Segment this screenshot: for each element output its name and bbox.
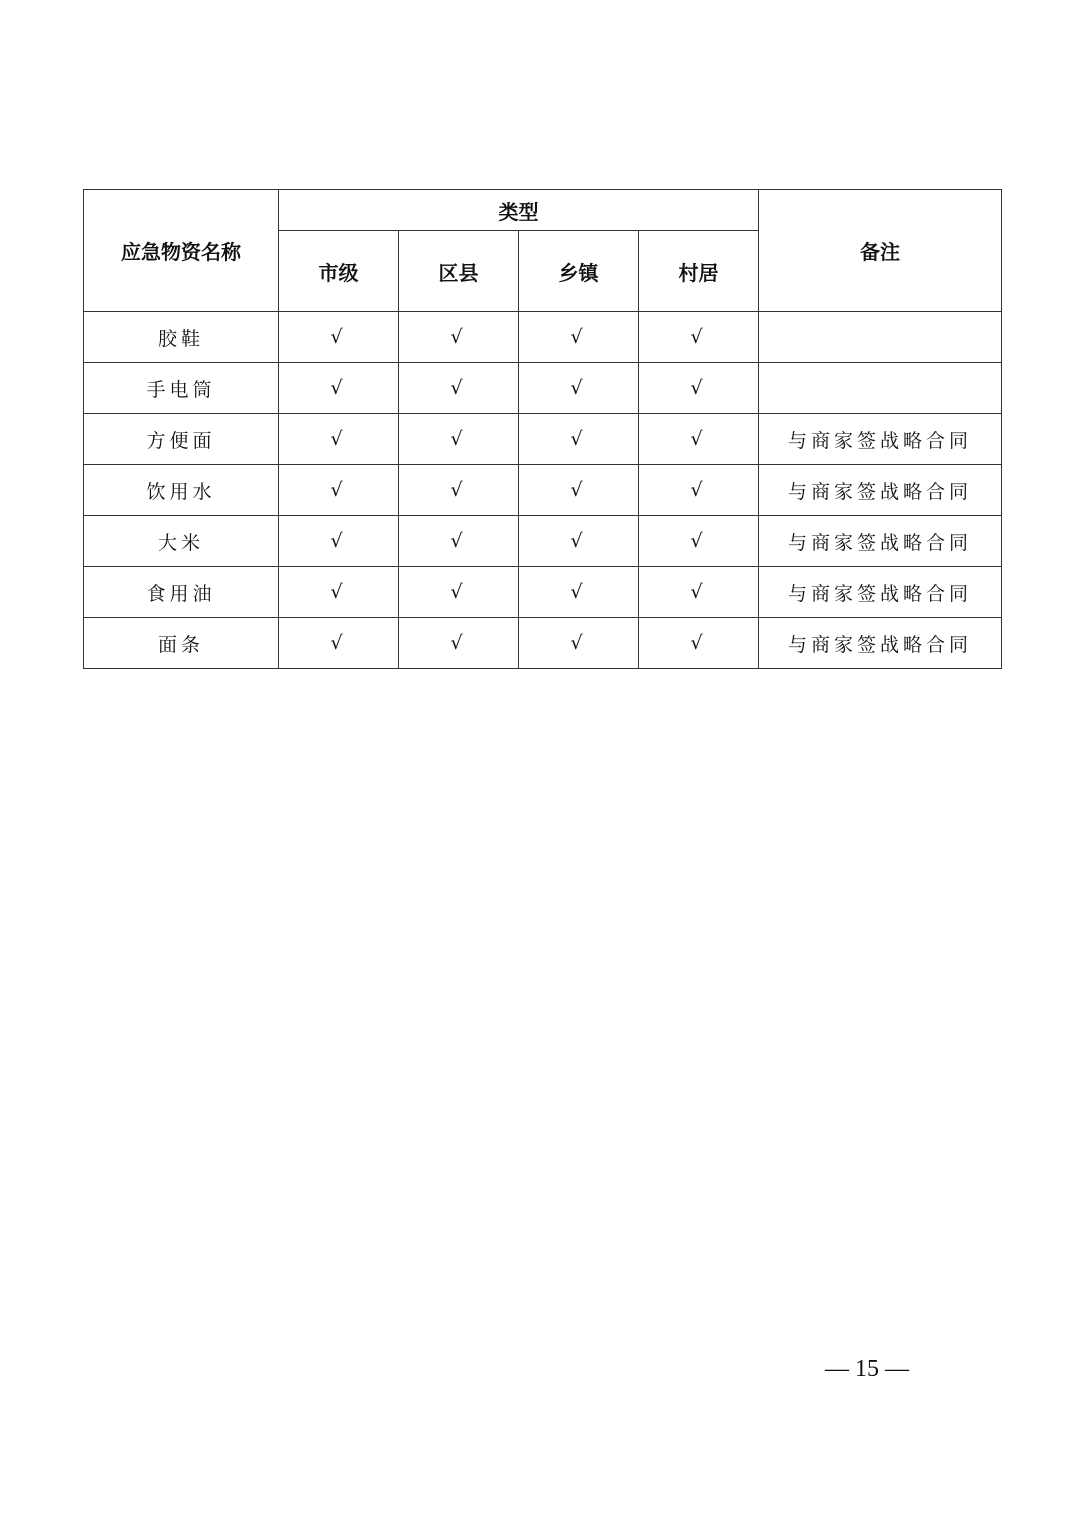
supply-name-cell: 面条 xyxy=(84,618,279,669)
header-type-township: 乡镇 xyxy=(519,231,639,312)
header-remarks: 备注 xyxy=(759,190,1002,312)
check-mark-cell: √ xyxy=(519,567,639,618)
check-mark-cell: √ xyxy=(639,516,759,567)
remark-cell: 与商家签战略合同 xyxy=(759,516,1002,567)
table-row xyxy=(84,516,1002,567)
table-row xyxy=(84,618,1002,669)
check-mark-cell: √ xyxy=(399,312,519,363)
check-mark-cell: √ xyxy=(279,465,399,516)
check-mark-cell: √ xyxy=(519,363,639,414)
remark-cell: 与商家签战略合同 xyxy=(759,618,1002,669)
header-supply-name: 应急物资名称 xyxy=(84,190,279,312)
check-mark-cell: √ xyxy=(399,363,519,414)
table-row xyxy=(84,465,1002,516)
header-type-village: 村居 xyxy=(639,231,759,312)
check-mark-cell: √ xyxy=(519,516,639,567)
check-mark-cell: √ xyxy=(639,312,759,363)
remark-cell: 与商家签战略合同 xyxy=(759,414,1002,465)
check-mark-cell: √ xyxy=(399,567,519,618)
check-mark-cell: √ xyxy=(519,618,639,669)
check-mark-cell: √ xyxy=(519,312,639,363)
supply-name-cell: 胶鞋 xyxy=(84,312,279,363)
emergency-supplies-table xyxy=(83,189,1002,669)
check-mark-cell: √ xyxy=(639,567,759,618)
table-row xyxy=(84,567,1002,618)
supply-name-cell: 饮用水 xyxy=(84,465,279,516)
check-mark-cell: √ xyxy=(399,465,519,516)
table-row xyxy=(84,363,1002,414)
header-type-group: 类型 xyxy=(279,190,759,231)
check-mark-cell: √ xyxy=(279,363,399,414)
remark-cell: 与商家签战略合同 xyxy=(759,465,1002,516)
header-type-district: 区县 xyxy=(399,231,519,312)
remark-cell xyxy=(759,312,1002,363)
check-mark-cell: √ xyxy=(639,465,759,516)
supply-name-cell: 大米 xyxy=(84,516,279,567)
remark-cell xyxy=(759,363,1002,414)
check-mark-cell: √ xyxy=(279,516,399,567)
check-mark-cell: √ xyxy=(279,567,399,618)
table-row xyxy=(84,312,1002,363)
table-row xyxy=(84,414,1002,465)
header-type-city: 市级 xyxy=(279,231,399,312)
check-mark-cell: √ xyxy=(279,414,399,465)
check-mark-cell: √ xyxy=(639,363,759,414)
check-mark-cell: √ xyxy=(279,312,399,363)
table-header-row xyxy=(84,190,1002,231)
check-mark-cell: √ xyxy=(639,414,759,465)
check-mark-cell: √ xyxy=(399,618,519,669)
table-body xyxy=(84,312,1002,669)
page-number: — 15 — xyxy=(825,1356,909,1382)
supply-name-cell: 方便面 xyxy=(84,414,279,465)
check-mark-cell: √ xyxy=(519,414,639,465)
check-mark-cell: √ xyxy=(279,618,399,669)
remark-cell: 与商家签战略合同 xyxy=(759,567,1002,618)
check-mark-cell: √ xyxy=(399,414,519,465)
check-mark-cell: √ xyxy=(519,465,639,516)
check-mark-cell: √ xyxy=(399,516,519,567)
supply-name-cell: 食用油 xyxy=(84,567,279,618)
supply-name-cell: 手电筒 xyxy=(84,363,279,414)
check-mark-cell: √ xyxy=(639,618,759,669)
